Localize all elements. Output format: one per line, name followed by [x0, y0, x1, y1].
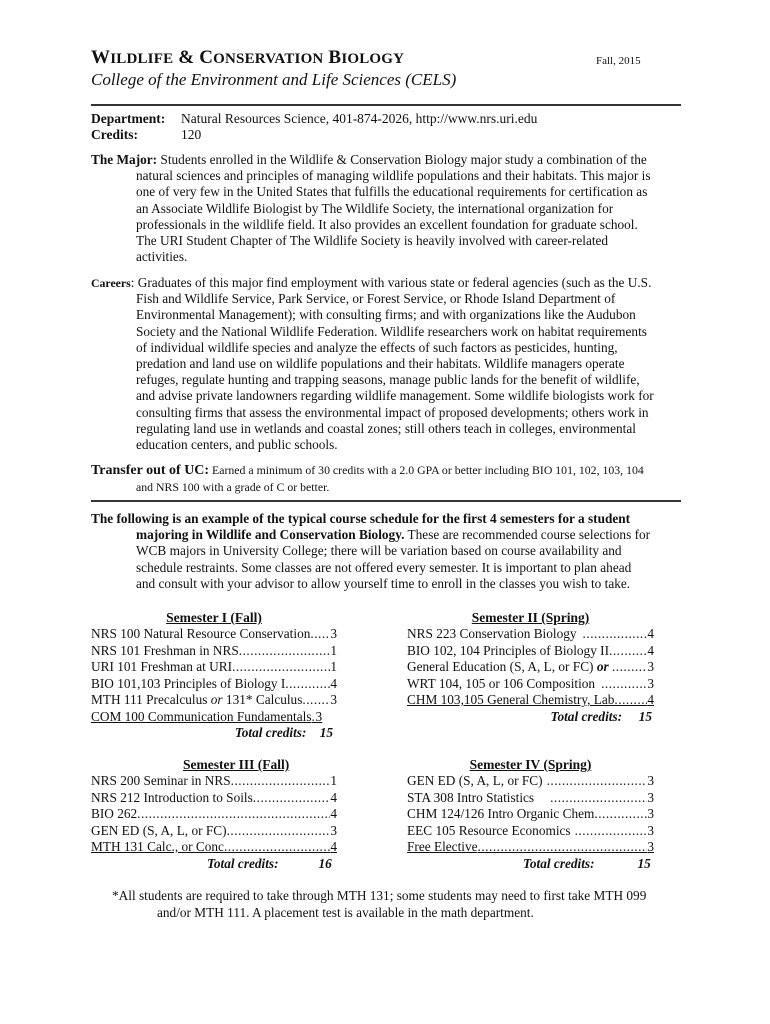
transfer-paragraph: Transfer out of UC: Earned a minimum of 30 credits with a 2.0 GPA or better including BIO 101, 102, 103, 104 and NRS 100 with a grade of C or better.: [91, 463, 644, 495]
course-row: General Education (S, A, L, or FC) or ..... 3: [407, 659, 654, 676]
course-row: NRS 223 Conservation Biology ..... 4: [407, 626, 654, 643]
course-row: BIO 262 ..... 4: [91, 806, 337, 823]
course-row: NRS 101 Freshman in NRS ..... 1: [91, 643, 337, 660]
department-row: Department: Natural Resources Science, 401-874-2026, http://www.nrs.uri.edu: [91, 111, 538, 126]
header-divider: [91, 104, 681, 106]
semester-2-heading: Semester II (Spring): [471, 610, 590, 625]
college-subtitle: College of the Environment and Life Sciences (CELS): [91, 70, 457, 89]
date-label: Fall, 2015: [596, 55, 641, 67]
course-row: WRT 104, 105 or 106 Composition ..... 3: [407, 676, 654, 693]
course-row: BIO 101,103 Principles of Biology I ..... 4: [91, 676, 337, 693]
semester-3-block: [91, 757, 337, 872]
course-row: STA 308 Intro Statistics ..... 3: [407, 790, 654, 807]
course-row: NRS 100 Natural Resource Conservation ..... 3: [91, 626, 337, 643]
schedule-intro: The following is an example of the typical course schedule for the first 4 semesters for a student majoring in Wildlife and Conservation Biology. These are recommended course selections for WCB majors in University College; there will be variation based on course availability and schedule restraints. Some classes are not offered every semester. It is important to plan ahead and consult with your advisor to allow yourself time to enroll in the classes you wish to take.: [91, 511, 651, 591]
course-row: CHM 103,105 General Chemistry, Lab ..... 4: [407, 692, 654, 709]
footnote-line-1: *All students are required to take through MTH 131; some students may need to first take MTH 099: [112, 888, 647, 903]
careers-label: Careers: [91, 276, 131, 290]
semester-2-block: [407, 610, 654, 725]
course-row: URI 101 Freshman at URI ..... 1: [91, 659, 337, 676]
footnote-line-2: and/or MTH 111. A placement test is available in the math department.: [157, 905, 534, 920]
careers-paragraph: Careers: Graduates of this major find employment with various state or federal agencies (such as the U.S. Fish and Wildlife Service, Park Service, or Forest Service, or Rhode Island Department of Environmental Management); with consulting firms; and with organizations like the Audubon Society and the National Wildlife Federation. Wildlife researchers work on habitat requirements of individual wildlife species and analyze the effects of such factors as pesticides, hunting, predation and land use on wildlife populations and their habitats. Wildlife managers operate refuges, regulate hunting and trapping seasons, manage public lands for the benefit of wildlife, and advise private landowners regarding wildlife management. Some wildlife biologists work for consulting firms that assess the environmental impact of proposed developments; others work in regulating land use in wetlands and coastal zones; still others teach in colleges, environmental education centers, and public schools.: [91, 275, 654, 453]
course-row: GEN ED (S, A, L, or FC) ..... 3: [91, 823, 337, 840]
course-row: BIO 102, 104 Principles of Biology II ..... 4: [407, 643, 654, 660]
course-row: COM 100 Communication Fundamentals ..... 3: [91, 709, 337, 726]
course-row: MTH 111 Precalculus or 131* Calculus ..... 3: [91, 692, 337, 709]
course-row: Free Elective ..... 3: [407, 839, 654, 856]
semester-1-heading: Semester I (Fall): [166, 610, 262, 625]
semester-1-total: Total credits: 15: [234, 725, 333, 740]
semester-4-heading: Semester IV (Spring): [469, 757, 592, 772]
semester-4-total: Total credits: 15: [523, 855, 651, 871]
credits-row: Credits: 120: [91, 127, 202, 142]
semester-2-total: Total credits: 15: [550, 708, 652, 724]
major-paragraph: The Major: Students enrolled in the Wildlife & Conservation Biology major study a combination of the natural sciences and principles of managing wildlife populations and their habitats. This major is one of very few in the United States that fulfills the educational requirements for certification as an Associate Wildlife Biologist by The Wildlife Society, the international organization for professionals in the wildlife field. It also provides an excellent foundation for graduate school. The URI Student Chapter of The Wildlife Society is heavily involved with career-related activities.: [91, 152, 651, 265]
semester-3-heading: Semester III (Fall): [183, 757, 290, 772]
course-row: GEN ED (S, A, L, or FC) ..... 3: [407, 773, 654, 790]
course-row: NRS 212 Introduction to Soils ..... 4: [91, 790, 337, 807]
course-row: CHM 124/126 Intro Organic Chem ..... 3: [407, 806, 654, 823]
section-divider: [91, 500, 681, 502]
course-row: EEC 105 Resource Economics ..... 3: [407, 823, 654, 840]
page-title: WILDLIFE & CONSERVATION BIOLOGY: [91, 47, 405, 68]
major-label: The Major:: [91, 152, 158, 167]
semester-3-total: Total credits: 16: [207, 855, 332, 871]
semester-1-block: [91, 610, 337, 741]
semester-4-block: [407, 757, 654, 872]
course-row: MTH 131 Calc., or Conc ..... 4: [91, 839, 337, 856]
course-row: NRS 200 Seminar in NRS ..... 1: [91, 773, 337, 790]
transfer-label: Transfer out of UC:: [91, 463, 210, 478]
